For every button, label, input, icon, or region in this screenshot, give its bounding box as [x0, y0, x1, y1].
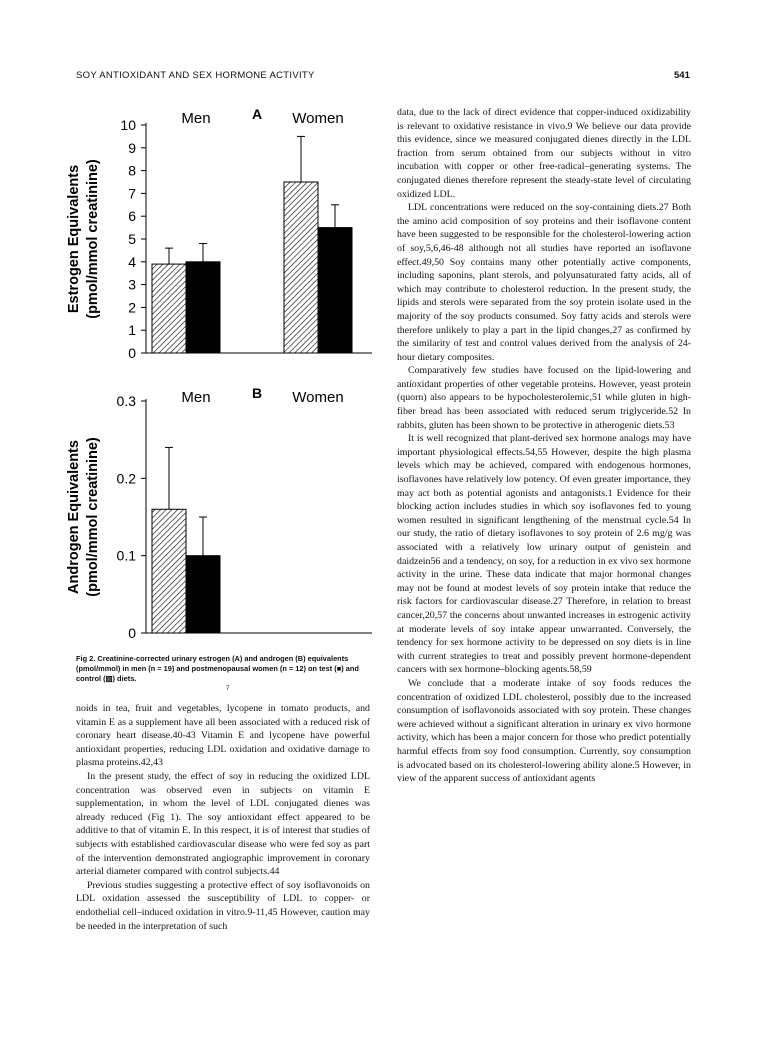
bar — [318, 228, 352, 353]
paragraph: LDL concentrations were reduced on the soy-containing diets.27 Both the amino acid composition of soy proteins and their isoflavone content have been suggested to be responsible for the cholesterol-lowering action of soy,5,6,46-48 although not all studies have reported an isoflavone effect.49,50 Soy contains many other potentially active components, including saponins, plant sterols, and polyunsaturated fatty acids, all of which may contribute to cholesterol reduction. In the present study, the lipids and sterols were separated from the soy protein isolate used in the majority of the soy products consumed. Soy fatty acids and sterols were therefore unlikely to play a part in the lipid changes,27 as confirmed by the similarity of test and control values derived from the analysis of 24-hour dietary composites. — [397, 202, 691, 363]
paragraph: Comparatively few studies have focused on the lipid-lowering and antioxidant properties of other vegetable proteins. However, yeast protein (quorn) also appears to be hypocholesterolemic,51 while gluten in high-fiber bread has been associated with reduced serum triglyceride.52 In rabbits, gluten has been shown to be protective in atherogenic diets.53 — [397, 365, 691, 431]
left-column — [76, 702, 370, 933]
y-tick-label: 9 — [128, 139, 136, 156]
y-tick-label: 5 — [128, 231, 136, 247]
caption-mark: 7 — [226, 686, 230, 692]
y-tick-label: 0.1 — [116, 547, 136, 564]
y-tick-label: 2 — [128, 299, 136, 316]
y-tick-label: 10 — [120, 117, 136, 133]
chart-estrogen — [66, 106, 372, 361]
paragraph: In the present study, the effect of soy in reducing the oxidized LDL concentration was observed even in subjects on vitamin E supplementation, in whom the level of LDL conjugated dienes was already reduced (Fig 1). The soy antioxidant effect appeared to be additive to that of vitamin E. In this respect, it is of interest that studies of subjects with established cardiovascular disease who were fed soy as part of the intervention demonstrated angiographic improvement in coronary arterial diameter compared with control subjects.44 — [76, 770, 370, 878]
group-label: Women — [292, 110, 344, 127]
y-axis-label: Androgen Equivalents — [66, 440, 82, 594]
figure-2-charts — [60, 95, 390, 655]
y-tick-label: 4 — [128, 253, 136, 270]
y-tick-label: 8 — [128, 162, 136, 179]
y-tick-label: 0.2 — [116, 470, 136, 487]
y-tick-label: 7 — [128, 185, 136, 202]
y-axis-label: Estrogen Equivalents — [66, 164, 82, 314]
paragraph: data, due to the lack of direct evidence that copper-induced oxidizability is relevant to oxidative resistance in vivo.9 We believe our data provide this evidence, since we measured conjugated dienes directly in the LDL fraction from serum obtained from our subjects without in vitro incubation with copper or other free-radical–generating systems. The conjugated dienes therefore represent the steady-state level of circulating oxidized LDL. — [397, 107, 691, 200]
y-axis-label: (pmol/mmol creatinine) — [85, 159, 101, 319]
y-tick-label: 0.3 — [116, 393, 136, 409]
bar — [284, 182, 318, 353]
bar — [152, 509, 186, 633]
group-label: Women — [292, 389, 344, 406]
paragraph: It is well recognized that plant-derived sex hormone analogs may have important physiological effects.54,55 However, despite the high plasma levels which may be achieved, compared with endogenous hormones, isoflavones have relatively low potency. Of even greater importance, they may act both as potential agonists and antagonists.1 Evidence for their blocking action includes studies in which soy isoflavones fed to young women resulted in significant lengthening of the menstrual cycle.54 In our study, the ratio of dietary isoflavones to soy protein of 2.6 mg/g was associated with a relatively low urinary output of genistein and daidzein56 and a tendency, on soy, for a reduction in ex vivo sex hormone activity in the urine. These data indicate that major hormonal changes may not be found at modest levels of soy protein intake that reduce the risk factors for cardiovascular disease.27 Therefore, in relation to breast cancer,20,57 the concerns about unwanted increases in estrogenic activity at moderate levels of soy intake appear unwarranted. Conversely, the tendency for sex hormone activity to be depressed on soy diets is in line with current strategies to treat and possibly prevent hormone-dependent cancers with sex hormone–blocking agents.58,59 — [397, 433, 691, 676]
figure-caption: Fig 2. Creatinine-corrected urinary estrogen (A) and androgen (B) equivalents (pmol/mmol) in men (n = 19) and postmenopausal women (n = 12) on test (■) and control (▨) diets. — [76, 654, 359, 684]
bar — [152, 264, 186, 353]
y-tick-label: 0 — [128, 345, 136, 361]
panel-label: A — [251, 106, 263, 122]
page-number: 541 — [674, 70, 690, 81]
y-tick-label: 3 — [128, 276, 136, 293]
y-tick-label: 6 — [128, 208, 136, 225]
paragraph: We conclude that a moderate intake of soy foods reduces the concentration of oxidized LDL cholesterol, possibly due to the increased consumption of isoflavonoids associated with soy protein. These changes were achieved without a significant alteration in urinary ex vivo hormone activity, which has been a major concern for those who predict potentially harmful effects from soy food consumption. Currently, soy consumption is advocated based on its cholesterol-lowering ability alone.5 However, in view of the apparent success of antioxidant agents — [397, 677, 691, 785]
right-column — [397, 106, 691, 786]
chart-androgen — [66, 385, 372, 641]
group-label: Men — [181, 389, 211, 406]
panel-label: B — [251, 385, 263, 401]
group-label: Men — [181, 110, 211, 127]
paragraph: Previous studies suggesting a protective effect of soy isoflavonoids on LDL oxidation assessed the susceptibility of LDL to copper- or endothelial cell–induced oxidation in vitro.9-11,45 However, caution may be needed in the interpretation of such — [76, 879, 370, 932]
y-tick-label: 0 — [128, 625, 136, 641]
y-tick-label: 1 — [128, 322, 136, 339]
bar — [186, 556, 220, 633]
y-axis-label: (pmol/mmol creatinine) — [85, 437, 101, 597]
running-head: SOY ANTIOXIDANT AND SEX HORMONE ACTIVITY — [76, 70, 315, 81]
bar — [186, 262, 220, 353]
paragraph: noids in tea, fruit and vegetables, lycopene in tomato products, and vitamin E as a supplement have all been associated with a reduced risk of coronary heart disease.40-43 Vitamin E and lycopene have powerful antioxidant properties, reducing LDL oxidation and oxidative damage to plasma proteins.42,43 — [76, 703, 370, 769]
